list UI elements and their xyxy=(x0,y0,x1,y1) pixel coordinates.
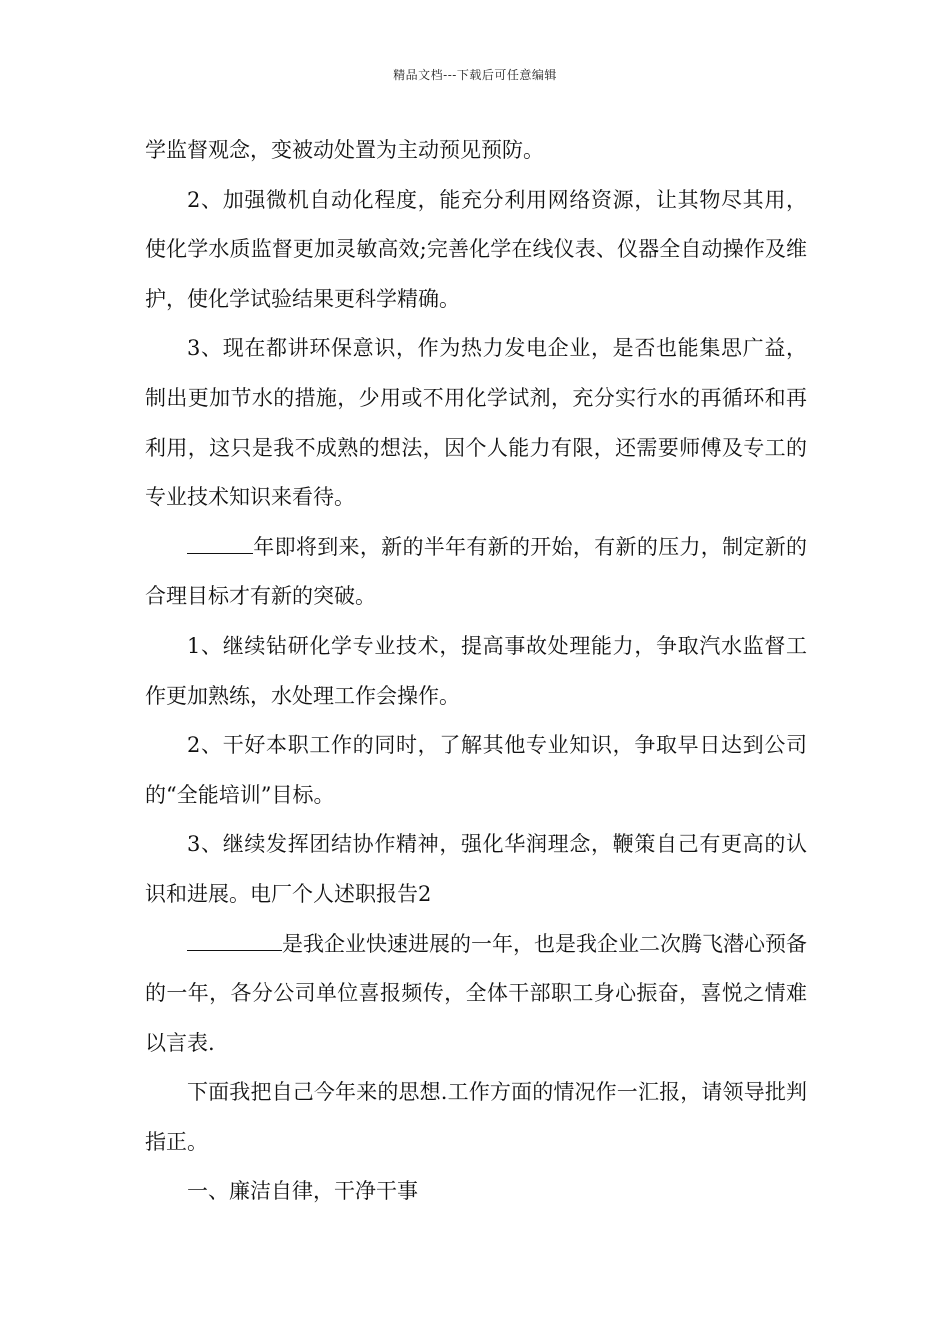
paragraph-goal-2: 2、干好本职工作的同时，了解其他专业知识，争取早日达到公司的“全能培训”目标。 xyxy=(145,733,807,807)
paragraph-text: 是我企业快速进展的一年，也是我企业二次腾飞潜心预备的一年，各分公司单位喜报频传，全体干部职工身心振奋，喜悦之情难以言表. xyxy=(145,931,807,1055)
paragraph-goal-3: 3、继续发挥团结协作精神，强化华润理念，鞭策自己有更高的认识和进展。电厂个人述职报告2 xyxy=(145,832,807,906)
page-header: 精品文档---下载后可任意编辑 xyxy=(393,68,557,82)
paragraph-text: 年即将到来，新的半年有新的开始，有新的压力，制定新的合理目标才有新的突破。 xyxy=(145,534,807,609)
paragraph-item-3: 3、现在都讲环保意识，作为热力发电企业，是否也能集思广益，制出更加节水的措施，少用或不用化学试剂，充分实行水的再循环和再利用，这只是我不成熟的想法，因个人能力有限，还需要师傅及专工的专业技术知识来看待。 xyxy=(145,336,807,510)
paragraph-item-2: 2、加强微机自动化程度，能充分利用网络资源，让其物尽其用，使化学水质监督更加灵敏高效;完善化学在线仪表、仪器全自动操作及维护，使化学试验结果更科学精确。 xyxy=(145,187,807,311)
fill-in-blank xyxy=(187,527,253,554)
document-body xyxy=(145,126,807,1217)
paragraph-goal-1: 1、继续钻研化学专业技术，提高事故处理能力，争取汽水监督工作更加熟练，水处理工作会操作。 xyxy=(145,633,807,708)
paragraph-report-summary: 下面我把自己今年来的思想.工作方面的情况作一汇报，请领导批判指正。 xyxy=(145,1080,807,1154)
paragraph-continuation: 学监督观念，变被动处置为主动预见预防。 xyxy=(145,138,544,162)
fill-in-blank xyxy=(187,924,282,951)
section-heading: 一、廉洁自律，干净干事 xyxy=(187,1179,418,1204)
paragraph-new-year-goals xyxy=(145,523,807,622)
paragraph-report-2-intro xyxy=(145,920,807,1069)
